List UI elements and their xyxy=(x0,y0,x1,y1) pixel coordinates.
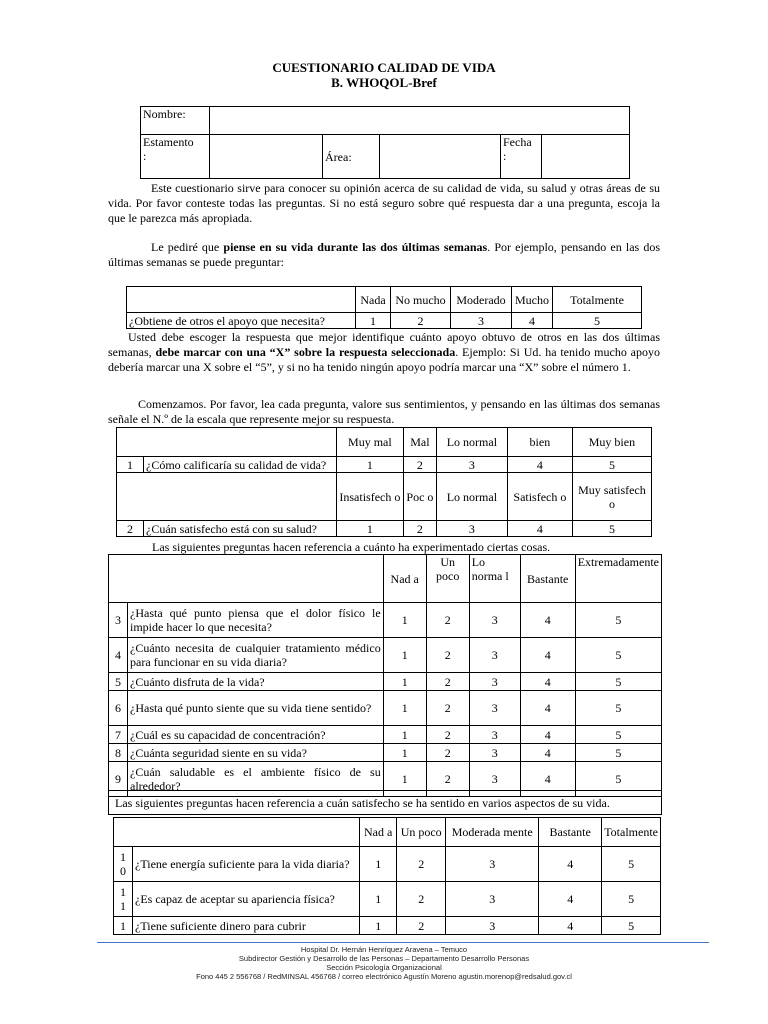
answer-option-3[interactable]: 3 xyxy=(469,726,520,744)
table-row xyxy=(109,691,662,726)
answer-option-4[interactable]: 4 xyxy=(520,726,575,744)
footer-hospital: Hospital Dr. Hernán Henríquez Aravena – Temuco xyxy=(300,945,468,954)
table-row xyxy=(114,917,661,935)
section2-intro: Las siguientes preguntas hacen referencia a cuánto ha experimentado ciertas cosas. xyxy=(152,540,551,554)
answer-option-4[interactable]: 4 xyxy=(520,638,575,673)
answer-option-5[interactable]: 5 xyxy=(602,917,661,935)
q1-text: ¿Cómo calificaría su calidad de vida? xyxy=(144,457,337,473)
answer-option-3[interactable]: 3 xyxy=(469,603,520,638)
answer-option-2[interactable]: 2 xyxy=(426,603,469,638)
question-text: ¿Cuánto disfruta de la vida? xyxy=(128,673,384,691)
q2-header-lo-normal: Lo normal xyxy=(436,473,507,521)
s2-header-lo-normal: Lo norma l xyxy=(469,555,520,603)
answer-option-2[interactable]: 2 xyxy=(426,673,469,691)
table-row xyxy=(114,882,661,917)
answer-option-3[interactable]: 3 xyxy=(469,762,520,797)
q1-header-muy-bien: Muy bien xyxy=(572,428,651,457)
answer-option-5[interactable]: 5 xyxy=(575,638,661,673)
q2-number: 2 xyxy=(117,521,144,537)
estamento-label: Estamento : xyxy=(141,135,210,179)
answer-option-5[interactable]: 5 xyxy=(575,673,661,691)
answer-option-3[interactable]: 3 xyxy=(469,744,520,762)
example-header-no-mucho: No mucho xyxy=(391,287,451,313)
question-number: 1 0 xyxy=(114,847,133,882)
answer-option-1[interactable]: 1 xyxy=(383,691,426,726)
answer-option-4[interactable]: 4 xyxy=(520,603,575,638)
answer-option-5[interactable]: 5 xyxy=(602,882,661,917)
example-header-nada: Nada xyxy=(356,287,391,313)
question-text: ¿Cuánta seguridad siente en su vida? xyxy=(128,744,384,762)
answer-option-1[interactable]: 1 xyxy=(360,847,397,882)
example-header-mucho: Mucho xyxy=(512,287,553,313)
question-number: 1 1 xyxy=(114,882,133,917)
questions-3-9-table xyxy=(108,554,662,797)
q2-header-poco: Poc o xyxy=(403,473,436,521)
q1-header-muy-mal: Muy mal xyxy=(336,428,403,457)
fecha-label: Fecha : xyxy=(501,135,542,179)
answer-option-1[interactable]: 1 xyxy=(383,638,426,673)
q1-header-mal: Mal xyxy=(403,428,436,457)
question-text: ¿Tiene energía suficiente para la vida diaria? xyxy=(133,847,360,882)
table-row xyxy=(114,847,661,882)
questions-1-2-table xyxy=(116,427,652,537)
answer-option-1[interactable]: 1 xyxy=(383,762,426,797)
q1-number: 1 xyxy=(117,457,144,473)
question-text: ¿Tiene suficiente dinero para cubrir xyxy=(133,917,360,935)
s3-header-bastante: Bastante xyxy=(539,818,602,847)
q2-header-satisfecho: Satisfech o xyxy=(507,473,572,521)
example-option-2[interactable]: 2 xyxy=(391,313,451,329)
questions-10-12-table xyxy=(113,817,661,935)
table-row xyxy=(109,726,662,744)
answer-option-5[interactable]: 5 xyxy=(575,726,661,744)
name-field[interactable] xyxy=(210,107,630,135)
question-number: 5 xyxy=(109,673,128,691)
answer-option-4[interactable]: 4 xyxy=(539,882,602,917)
question-text: ¿Hasta qué punto piensa que el dolor físico le impide hacer lo que necesita? xyxy=(128,603,384,638)
example-question: ¿Obtiene de otros el apoyo que necesita? xyxy=(127,313,356,329)
footer-section: Sección Psicología Organizacional xyxy=(326,963,442,972)
instruction-paragraph: Le pediré que piense en su vida durante las dos últimas semanas. Por ejemplo, pensando en las dos últimas semanas se puede preguntar: xyxy=(108,240,660,269)
question-number: 1 xyxy=(114,917,133,935)
answer-option-5[interactable]: 5 xyxy=(575,762,661,797)
example-option-1[interactable]: 1 xyxy=(356,313,391,329)
answer-option-5[interactable]: 5 xyxy=(575,603,661,638)
q1-option-5[interactable]: 5 xyxy=(572,457,651,473)
fecha-field[interactable] xyxy=(542,135,630,179)
footer-department: Subdirector Gestión y Desarrollo de las Personas – Departamento Desarrollo Personas xyxy=(238,954,530,963)
answer-option-4[interactable]: 4 xyxy=(539,847,602,882)
answer-option-3[interactable]: 3 xyxy=(446,882,539,917)
q2-header-muy-satisfecho: Muy satisfech o xyxy=(572,473,651,521)
answer-option-2[interactable]: 2 xyxy=(397,882,446,917)
example-option-5[interactable]: 5 xyxy=(553,313,642,329)
answer-option-2[interactable]: 2 xyxy=(397,847,446,882)
marking-instruction: Usted debe escoger la respuesta que mejor identifique cuánto apoyo obtuvo de otros en las dos últimas semanas, debe marcar con una “X” sobre la respuesta seleccionada. Ejemplo: Si Ud. ha tenido mucho apoyo debería marcar una X sobre el “5”, y si no ha tenido ningún apoyo podría marcar una “X” sobre el número 1. xyxy=(108,330,660,374)
answer-option-4[interactable]: 4 xyxy=(539,917,602,935)
question-number: 9 xyxy=(109,762,128,797)
section3-intro-box xyxy=(108,790,662,815)
question-text: ¿Es capaz de aceptar su apariencia física? xyxy=(133,882,360,917)
answer-option-2[interactable]: 2 xyxy=(426,691,469,726)
answer-option-4[interactable]: 4 xyxy=(520,673,575,691)
answer-option-2[interactable]: 2 xyxy=(426,638,469,673)
s2-header-bastante: Bastante xyxy=(520,555,575,603)
answer-option-3[interactable]: 3 xyxy=(469,638,520,673)
area-field[interactable] xyxy=(380,135,501,179)
example-table xyxy=(126,286,642,329)
answer-option-4[interactable]: 4 xyxy=(520,744,575,762)
example-option-4[interactable]: 4 xyxy=(512,313,553,329)
answer-option-4[interactable]: 4 xyxy=(520,762,575,797)
document-title: CUESTIONARIO CALIDAD DE VIDA xyxy=(272,60,496,75)
q1-option-2[interactable]: 2 xyxy=(403,457,436,473)
answer-option-2[interactable]: 2 xyxy=(397,917,446,935)
q2-option-5[interactable]: 5 xyxy=(572,521,651,537)
answer-option-4[interactable]: 4 xyxy=(520,691,575,726)
answer-option-5[interactable]: 5 xyxy=(575,691,661,726)
footer-contact: Fono 445 2 556768 / RedMINSAL 456768 / correo electrónico Agustín Moreno agustin.morenop@redsalud.gov.cl xyxy=(196,972,572,981)
answer-option-3[interactable]: 3 xyxy=(446,847,539,882)
s3-header-totalmente: Totalmente xyxy=(602,818,661,847)
table-row xyxy=(109,673,662,691)
example-header-totalmente: Totalmente xyxy=(553,287,642,313)
s3-header-un-poco: Un poco xyxy=(397,818,446,847)
answer-option-1[interactable]: 1 xyxy=(383,603,426,638)
s3-header-moderadamente: Moderada mente xyxy=(446,818,539,847)
q2-option-3[interactable]: 3 xyxy=(436,521,507,537)
footer-rule xyxy=(97,942,709,943)
answer-option-2[interactable]: 2 xyxy=(426,762,469,797)
question-text: ¿Cuán saludable es el ambiente físico de su alrededor? xyxy=(128,762,384,797)
s3-header-nada: Nad a xyxy=(360,818,397,847)
intro-paragraph: Este cuestionario sirve para conocer su opinión acerca de su calidad de vida, su salud y otras áreas de su vida. Por favor conteste todas las preguntas. Si no está seguro sobre qué respuesta dar a una pregunta, escoja la que le parezca más apropiada. xyxy=(108,181,660,225)
q2-header-insatisfecho: Insatisfech o xyxy=(336,473,403,521)
personal-info-table xyxy=(140,106,630,179)
question-text: ¿Hasta qué punto siente que su vida tiene sentido? xyxy=(128,691,384,726)
answer-option-1[interactable]: 1 xyxy=(383,726,426,744)
answer-option-1[interactable]: 1 xyxy=(383,673,426,691)
answer-option-3[interactable]: 3 xyxy=(469,673,520,691)
answer-option-5[interactable]: 5 xyxy=(602,847,661,882)
example-header-moderado: Moderado xyxy=(451,287,512,313)
name-label: Nombre: xyxy=(141,107,210,135)
answer-option-3[interactable]: 3 xyxy=(446,917,539,935)
start-instruction: Comenzamos. Por favor, lea cada pregunta, valore sus sentimientos, y pensando en las últimas dos semanas señale el N.º de la escala que represente mejor su respuesta. xyxy=(108,397,660,426)
question-number: 6 xyxy=(109,691,128,726)
estamento-field[interactable] xyxy=(210,135,323,179)
answer-option-1[interactable]: 1 xyxy=(360,882,397,917)
answer-option-5[interactable]: 5 xyxy=(575,744,661,762)
q2-option-2[interactable]: 2 xyxy=(403,521,436,537)
table-row xyxy=(109,638,662,673)
s2-header-un-poco: Un poco xyxy=(426,555,469,603)
s2-header-extremadamente: Extremadamente xyxy=(575,555,661,603)
q2-option-1[interactable]: 1 xyxy=(336,521,403,537)
question-text: ¿Cuánto necesita de cualquier tratamiento médico para funcionar en su vida diaria? xyxy=(128,638,384,673)
answer-option-2[interactable]: 2 xyxy=(426,744,469,762)
table-row xyxy=(109,603,662,638)
q1-option-3[interactable]: 3 xyxy=(436,457,507,473)
question-number: 4 xyxy=(109,638,128,673)
s2-header-nada: Nad a xyxy=(383,555,426,603)
answer-option-1[interactable]: 1 xyxy=(383,744,426,762)
q2-option-4[interactable]: 4 xyxy=(507,521,572,537)
document-subtitle: B. WHOQOL-Bref xyxy=(331,75,437,90)
table-row xyxy=(109,744,662,762)
question-number: 3 xyxy=(109,603,128,638)
q2-text: ¿Cuán satisfecho está con su salud? xyxy=(144,521,337,537)
question-number: 8 xyxy=(109,744,128,762)
example-option-3[interactable]: 3 xyxy=(451,313,512,329)
answer-option-3[interactable]: 3 xyxy=(469,691,520,726)
q1-header-lo-normal: Lo normal xyxy=(436,428,507,457)
q1-option-1[interactable]: 1 xyxy=(336,457,403,473)
answer-option-1[interactable]: 1 xyxy=(360,917,397,935)
area-label: Área: xyxy=(323,135,380,179)
answer-option-2[interactable]: 2 xyxy=(426,726,469,744)
question-text: ¿Cuál es su capacidad de concentración? xyxy=(128,726,384,744)
q1-option-4[interactable]: 4 xyxy=(507,457,572,473)
question-number: 7 xyxy=(109,726,128,744)
section3-intro: Las siguientes preguntas hacen referencia a cuán satisfecho se ha sentido en varios aspectos de su vida. xyxy=(109,791,662,815)
q1-header-bien: bien xyxy=(507,428,572,457)
